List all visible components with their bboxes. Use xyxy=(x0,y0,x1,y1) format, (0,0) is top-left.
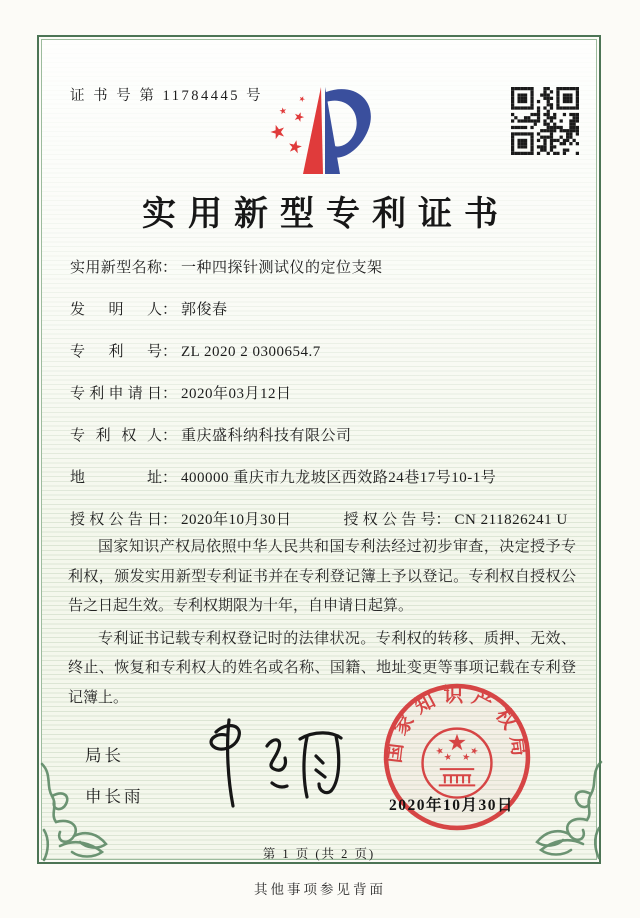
field-colon: ： xyxy=(162,344,178,360)
field-value: 2020年10月30日 xyxy=(181,512,292,528)
field-colon: ： xyxy=(162,428,178,444)
field-label: 实用新型名称 xyxy=(70,260,162,276)
director-name: 申长雨 xyxy=(85,787,144,806)
seal-date: 2020年10月30日 xyxy=(389,797,515,814)
field-value-grant-number: CN 211826241 U xyxy=(454,512,568,528)
page-number: 第 1 页 (共 2 页) xyxy=(262,847,376,861)
legal-paragraph-1: 国家知识产权局依照中华人民共和国专利法经过初步审查，决定授予专利权，颁发实用新型专利证书并在专利登记簿上予以登记。专利权自授权公告之日起生效。专利权期限为十年，自申请日起算。 xyxy=(68,539,576,614)
back-note: 其他事项参见背面 xyxy=(254,882,386,897)
field-label: 专利权人 xyxy=(70,428,162,444)
cnipa-logo-icon xyxy=(262,84,384,190)
director-title: 局长 xyxy=(85,746,124,765)
field-label: 授权公告日 xyxy=(70,512,162,528)
field-label: 地址 xyxy=(70,470,162,486)
field-colon: ： xyxy=(162,260,178,276)
certificate-number: 证 书 号 第 11784445 号 xyxy=(70,88,264,104)
field-label: 专利号 xyxy=(70,344,162,360)
field-list xyxy=(70,260,580,554)
field-row-inventor xyxy=(70,302,580,319)
field-colon: ： xyxy=(162,512,178,528)
qr-code xyxy=(511,87,579,155)
field-colon: ： xyxy=(162,302,178,318)
field-row-filing-date xyxy=(70,386,580,403)
field-value: 400000 重庆市九龙坡区西效路24巷17号10-1号 xyxy=(181,470,497,486)
seal-text: 国家知识产权局 xyxy=(383,684,531,765)
field-row-name xyxy=(70,260,580,277)
certificate-title: 实用新型专利证书 xyxy=(142,196,510,233)
field-label: 专利申请日 xyxy=(70,386,162,402)
field-row-grant-date xyxy=(70,512,580,529)
field-value: 重庆盛科纳科技有限公司 xyxy=(181,428,352,444)
field-value: 郭俊春 xyxy=(181,302,228,318)
field-row-address xyxy=(70,470,580,487)
legal-paragraph-2: 专利证书记载专利权登记时的法律状况。专利权的转移、质押、无效、终止、恢复和专利权人的姓名或名称、国籍、地址变更等事项记载在专利登记簿上。 xyxy=(68,630,576,706)
field-row-patent-number xyxy=(70,344,580,361)
field-colon: ： xyxy=(162,470,178,486)
director-signature xyxy=(188,708,348,813)
field-label: 发明人 xyxy=(70,302,162,318)
field-value: ZL 2020 2 0300654.7 xyxy=(181,344,321,360)
field-colon: ： xyxy=(162,386,178,402)
field-value: 2020年03月12日 xyxy=(181,386,292,402)
field-colon: ： xyxy=(435,512,451,528)
field-label-grant-number: 授权公告号 xyxy=(343,512,436,528)
field-value: 一种四探针测试仪的定位支架 xyxy=(181,260,383,276)
field-row-patentee xyxy=(70,428,580,445)
